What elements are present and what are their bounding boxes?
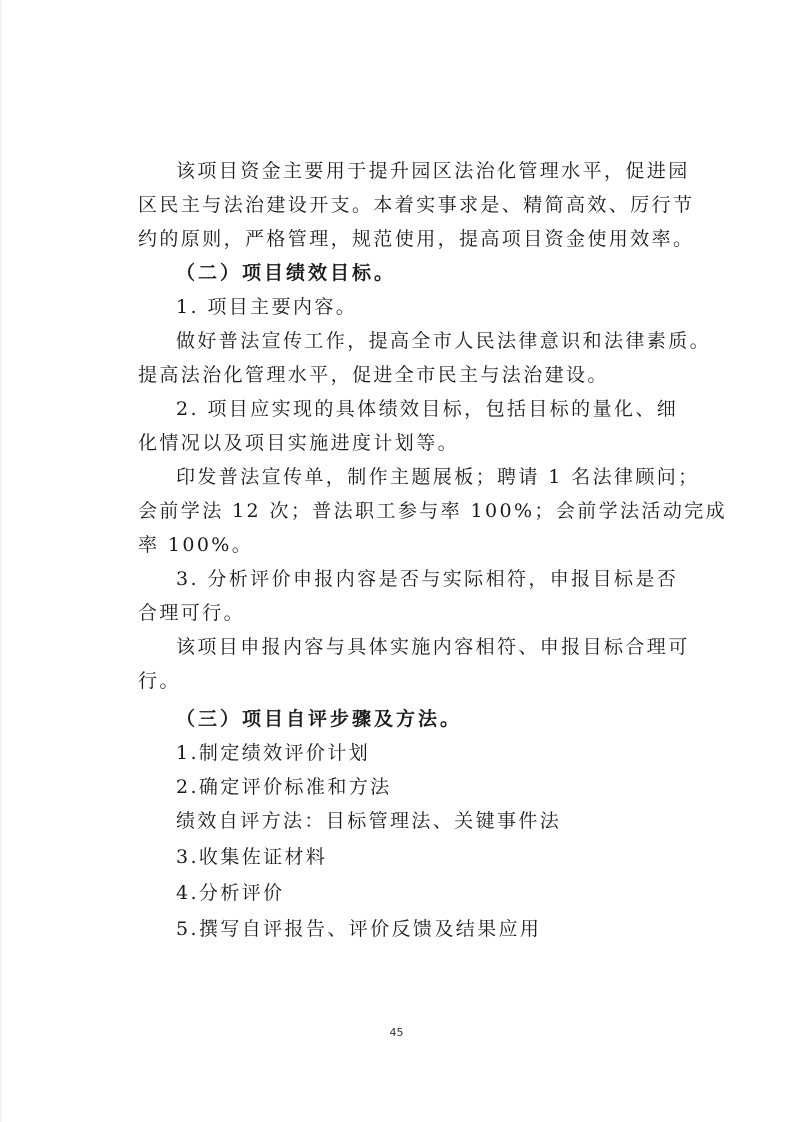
- step-1: 1.制定绩效评价计划: [176, 742, 371, 764]
- scan-edge: [0, 0, 2, 1122]
- paragraph-line-8: 会前学法 12 次；普法职工参与率 100%；会前学法活动完成: [138, 500, 728, 522]
- step-2: 2.确定评价标准和方法: [176, 776, 392, 798]
- subheading-2: 2. 项目应实现的具体绩效目标，包括目标的量化、细: [176, 398, 679, 420]
- step-5: 5.撰写自评报告、评价反馈及结果应用: [176, 918, 542, 940]
- subheading-3: 3. 分析评价申报内容是否与实际相符，申报目标是否: [176, 568, 679, 590]
- paragraph-line-10: 合理可行。: [138, 602, 246, 624]
- method-line: 绩效自评方法：目标管理法、关键事件法: [176, 810, 562, 832]
- paragraph-line-5: 提高法治化管理水平，促进全市民主与法治建设。: [138, 364, 609, 386]
- page-number: 45: [389, 1026, 404, 1039]
- subheading-1: 1. 项目主要内容。: [176, 296, 358, 318]
- paragraph-line-11: 该项目申报内容与具体实施内容相符、申报目标合理可: [176, 636, 690, 658]
- paragraph-line-1: 该项目资金主要用于提升园区法治化管理水平，促进园: [176, 160, 690, 182]
- paragraph-line-12: 行。: [138, 670, 181, 692]
- section-heading-3: （三）项目自评步骤及方法。: [176, 708, 463, 730]
- paragraph-line-9: 率 100%。: [138, 534, 254, 556]
- paragraph-line-7: 印发普法宣传单，制作主题展板；聘请 1 名法律顾问；: [176, 466, 700, 488]
- paragraph-line-6: 化情况以及项目实施进度计划等。: [138, 432, 460, 454]
- paragraph-line-3: 约的原则，严格管理，规范使用，提高项目资金使用效率。: [138, 228, 695, 250]
- paragraph-line-2: 区民主与法治建设开支。本着实事求是、精简高效、厉行节: [138, 194, 695, 216]
- section-heading-2: （二）项目绩效目标。: [176, 262, 397, 284]
- step-3: 3.收集佐证材料: [176, 846, 328, 868]
- step-4: 4.分析评价: [176, 882, 285, 904]
- paragraph-line-4: 做好普法宣传工作，提高全市人民法律意识和法律素质。: [176, 330, 712, 352]
